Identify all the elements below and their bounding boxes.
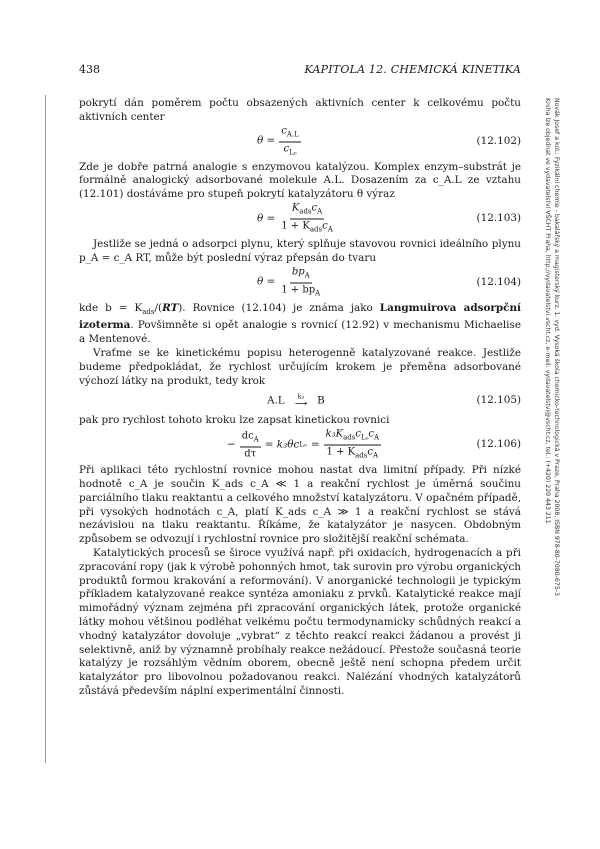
eq104-num-sub: A [304, 271, 310, 280]
eq104-fraction [279, 266, 322, 299]
eq102-num: c [281, 125, 287, 137]
eq102-lhs: θ = [257, 134, 276, 147]
eq103-num-k: K [291, 202, 300, 214]
paragraph-limit-cases: Při aplikaci této rychlostní rovnice mohou nastat dva limitní případy. Při nízké hodnotě c_A je součin K_ads c_A ≪ 1 a reakční rychlost je úměrná součinu parciálního tlaku reaktantu a celkového množství katalyzátoru. V opačném případě, při vysokých hodnotách c_A, platí K_ads c_A ≫ 1 a reakční rychlost se stává nezávislou na tlaku reaktantu. Říkáme, že katalyzátor je nasycen. Obdobným způsobem se odvozují i rychlostní rovnice pro složitější reakční schémata. [79, 464, 521, 546]
p4-post1: ). Rovnice (12.104) je známa jako [178, 301, 380, 314]
equation-12-103 [79, 204, 521, 234]
margin-rule [45, 95, 46, 763]
eq102-den-sub: L₀ [289, 148, 297, 157]
equation-number: (12.102) [476, 134, 521, 147]
paragraph-langmuir [79, 302, 521, 347]
eq106-num-sub-l0: L₀ [360, 433, 369, 442]
eq103-den-sub-ads: ads [309, 225, 323, 234]
equation-number: (12.105) [476, 394, 521, 407]
eq105-rate-constant: k₃ [297, 392, 305, 401]
eq106-derivative [240, 430, 261, 460]
eq106-den-pre: 1 + K [326, 446, 356, 458]
equation-number: (12.106) [476, 438, 521, 451]
equation-number: (12.103) [476, 212, 521, 225]
eq106-den-sub-ads: ads [355, 451, 368, 460]
equation-12-106 [79, 430, 521, 460]
paragraph-heterogeneous-kinetics: Vraťme se ke kinetickému popisu heterogenně katalyzované reakce. Jestliže budeme předpokládat, že rychlost určujícím krokem je přeměna adsorbované výchozí látky na produkt, tedy krok [79, 347, 521, 387]
eq103-num-c: c [311, 202, 318, 214]
paragraph-ideal-gas: Jestliže se jedná o adsorpci plynu, který splňuje stavovou rovnici ideálního plynu p_A = c_A RT, může být poslední výraz přepsán do tvaru [79, 237, 521, 264]
eq106-fraction [324, 429, 382, 462]
eq102-den: c [283, 143, 290, 155]
eq102-fraction [279, 125, 301, 158]
eq103-lhs: θ = [257, 212, 276, 225]
p4-pre: kde b = K [79, 301, 143, 314]
eq104-den-pre: 1 + bp [281, 284, 316, 296]
p4-post2: . Povšimněte si opět analogie s rovnicí (12.92) v mechanismu Michaelise a Mentenové. [79, 319, 521, 346]
eq106-minus: − [227, 438, 236, 451]
side-note-line-1: Novák Josef a kol.: Fyzikální chemie - bakalářský a magisterský kurz. 1. vyd. Vysoká škola chemicko-technologická v Praze, Praha 2008, ISBN 978-80-7080-675-3 [553, 98, 560, 596]
eq106-mid: = k₃θc [264, 438, 300, 451]
eq104-lhs: θ = [257, 275, 276, 288]
paragraph-rate-intro: pak pro rychlost tohoto kroku lze zapsat kinetickou rovnici [79, 414, 390, 427]
eq106-dc: dc [241, 430, 254, 442]
langmuir-isotherm-term: Langmuirova adsorpční izoterma [79, 301, 521, 332]
eq104-den-sub: A [315, 289, 321, 298]
eq102-num-sub: A.L [286, 130, 299, 139]
side-note-line-2: Kniha lze objednat ve vydavatelství VŠCHT Praha, http://vydavatelstvi.vscht.cz, e-mail: vydavatelstvi@vscht.cz, tel.: (+420) 220 443 211 [544, 98, 552, 524]
eq106-num-k: k₃K [325, 428, 344, 440]
running-head: KAPITOLA 12. CHEMICKÁ KINETIKA [304, 63, 521, 76]
eq105-product: B [317, 394, 325, 407]
page-number: 438 [79, 63, 100, 76]
eq104-num: bp [291, 266, 305, 278]
p4-rt: RT [162, 301, 179, 314]
eq103-den-c: c [322, 220, 328, 232]
eq103-fraction [279, 202, 335, 235]
equation-12-105 [79, 392, 521, 410]
eq106-mid-sub: L₀ [299, 440, 307, 449]
eq106-equals: = [310, 438, 320, 451]
p4-sub-ads: ads [142, 307, 155, 316]
page-body [79, 97, 521, 699]
eq106-dtau: dτ [244, 448, 257, 460]
eq103-den-pre: 1 + K [281, 220, 310, 232]
eq105-reactant: A.L [267, 394, 285, 407]
eq106-num-sub-ads: ads [343, 433, 356, 442]
paragraph-catalytic-processes: Katalytických procesů se široce využívá např. při oxidacích, hydrogenacích a při zpracování ropy (jak k výrobě pohonných hmot, tak surovin pro výrobu organických produktů formou krakování a reformování). V anorganické technologii je typickým příkladem katalyzované reakce syntéza amoniaku z prvků. Katalytické reakce mají mimořádný význam zejména při zpracování organických látek, protože organické látky mohou většinou podléhat velkému počtu termodynamicky schůdných reakcí a vhodný katalyzátor dovoluje „vybrat“ z těchto reakcí reakci žádanou a provést ji selektivně, aniž by významně probíhaly reakce nežádoucí. Přestože současná teorie katalýzy je rozsáhlým vědním oborem, obecně ještě není schopna předem určit katalyzátor pro libovolnou požadovanou reakci. Nalézání vhodných katalyzátorů zůstává především náplní experimentální činnosti. [79, 547, 521, 697]
eq106-num-c1: c [355, 428, 361, 440]
p4-mid: /( [154, 301, 163, 314]
eq106-dc-sub: A [253, 435, 259, 444]
publisher-side-note [543, 98, 560, 698]
reaction-arrow-icon: k₃ → [294, 392, 308, 410]
equation-12-104 [79, 268, 521, 298]
eq106-den-sub-a: A [372, 451, 379, 460]
equation-number: (12.104) [476, 275, 521, 288]
eq103-num-sub-ads: ads [299, 207, 312, 216]
eq103-den-sub-a: A [327, 225, 333, 234]
eq106-den-c: c [367, 446, 373, 458]
paragraph-enzyme-analogy: Zde je dobře patrná analogie s enzymovou katalýzou. Komplex enzym–substrát je formálně analogický adsorbované molekule A.L. Dosazením za c_A.L ze vztahu (12.101) dostáváme pro stupeň pokrytí katalyzátoru θ výraz [79, 160, 521, 201]
equation-12-102 [79, 127, 521, 157]
eq106-num-c2: c [368, 428, 375, 440]
paragraph-coverage-intro: pokrytí dán poměrem počtu obsazených aktivních center k celkovému počtu aktivních center [79, 97, 521, 123]
eq103-num-sub-a: A [317, 207, 323, 216]
eq106-num-sub-a: A [374, 433, 380, 442]
